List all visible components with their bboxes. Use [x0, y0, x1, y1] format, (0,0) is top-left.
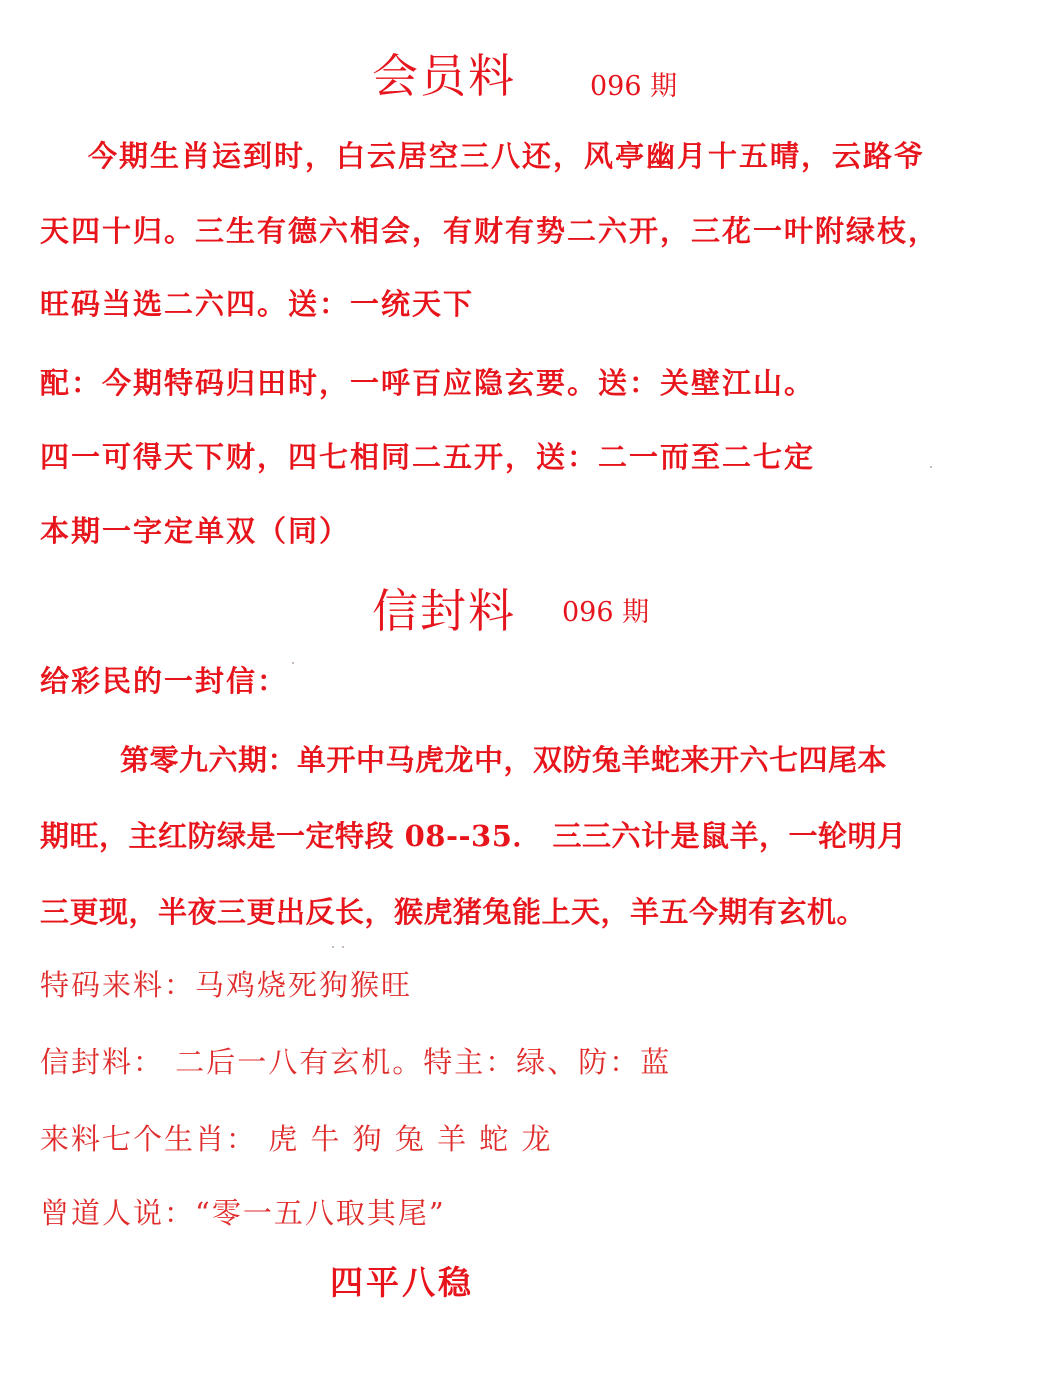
envelope-line-6: 来料七个生肖： 虎 牛 狗 兔 羊 蛇 龙 [40, 1122, 553, 1156]
scan-speck [292, 662, 294, 664]
scan-speck [342, 946, 344, 948]
member-title: 会员料 [372, 49, 516, 103]
member-line-6: 本期一字定单双（同） [40, 514, 351, 548]
member-issue: 096 期 [590, 71, 678, 102]
member-line-3: 旺码当选二六四。送：一统天下 [40, 287, 475, 321]
envelope-line-1: 第零九六期：单开中马虎龙中，双防兔羊蛇来开六七四尾本 [120, 743, 888, 777]
scan-speck [332, 946, 334, 948]
envelope-line-7: 曾道人说：“零一五八取其尾” [40, 1196, 446, 1230]
member-line-2: 天四十归。三生有德六相会，有财有势二六开，三花一叶附绿枝， [40, 214, 940, 248]
scan-speck [930, 466, 932, 468]
envelope-line-4: 特码来料：马鸡烧死狗猴旺 [40, 968, 413, 1002]
member-line-1: 今期生肖运到时，白云居空三八还，风亭幽月十五晴，云路爷 [88, 139, 926, 173]
envelope-line-2: 期旺，主红防绿是一定特段 08--35． 三三六计是鼠羊，一轮明月 [40, 819, 907, 853]
envelope-greeting: 给彩民的一封信： [40, 664, 289, 698]
envelope-title: 信封料 [372, 584, 516, 638]
member-line-5: 四一可得天下财，四七相同二五开，送：二一而至二七定 [40, 440, 816, 474]
envelope-issue: 096 期 [562, 597, 650, 628]
member-line-4: 配：今期特码归田时，一呼百应隐玄要。送：关壁江山。 [40, 366, 816, 400]
envelope-line-5: 信封料： 二后一八有玄机。特主：绿、防：蓝 [40, 1045, 672, 1079]
closing-phrase: 四平八稳 [330, 1263, 474, 1302]
envelope-line-3: 三更现，半夜三更出反长，猴虎猪兔能上天，羊五今期有玄机。 [40, 895, 867, 929]
